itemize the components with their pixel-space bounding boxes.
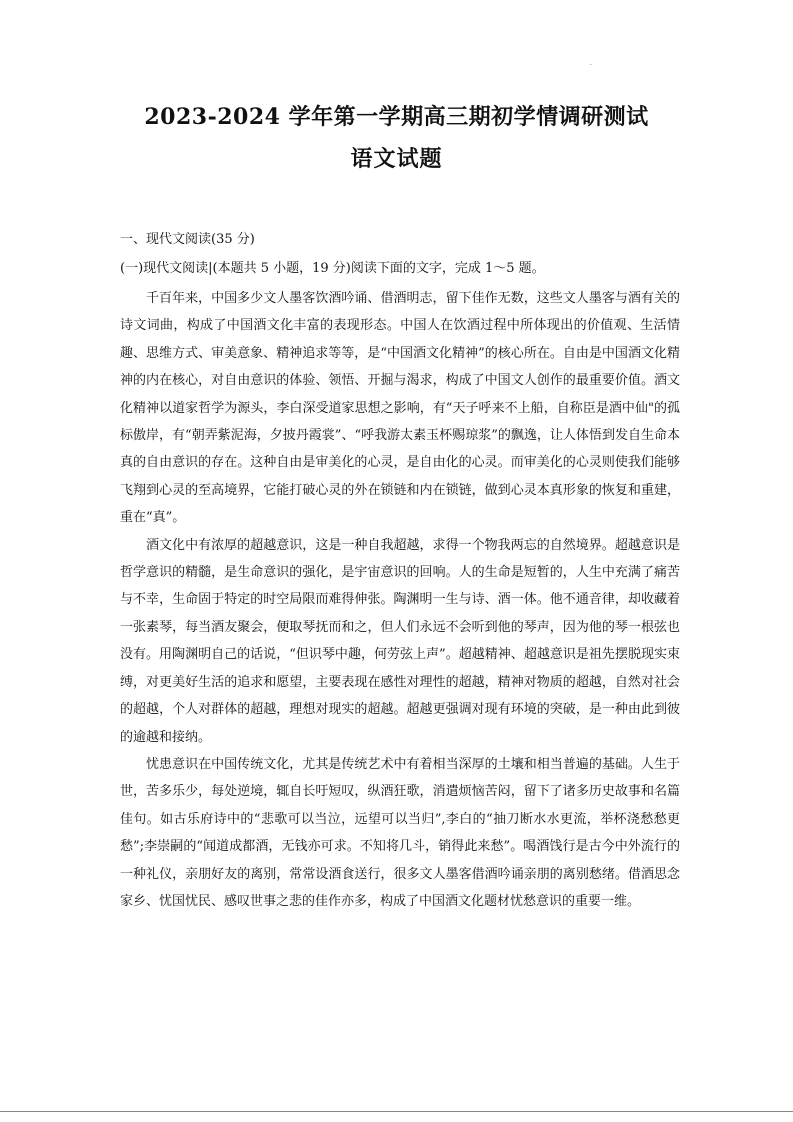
reading-passage (120, 285, 680, 915)
exam-title: 2023-2024 学年第一学期高三期初学情调研测试 (144, 104, 649, 130)
passage-paragraph-2: 酒文化中有浓厚的超越意识，这是一种自我超越，求得一个物我两忘的自然境界。超越意识是哲学意识的精髓，是生命意识的强化，是宇宙意识的回响。人的生命是短暂的，人生中充满了痛苦与不幸，生命固于特定的时空局限而难得伸张。陶渊明一生与诗、酒一体。他不通音律，却收藏着一张素琴，每当酒友聚会，便取琴抚而和之，但人们永远不会听到他的琴声，因为他的琴一根弦也没有。用陶渊明自己的话说，“但识琴中趣，何劳弦上声”。超越精神、超越意识是祖先摆脱现实束缚，对更美好生活的追求和愿望，主要表现在感性对理性的超越，精神对物质的超越，自然对社会的超越，个人对群体的超越，理想对现实的超越。超越更强调对现有环境的突破，是一种由此到彼的逾越和接纳。 (120, 537, 680, 745)
passage-paragraph-3: 忧患意识在中国传统文化，尤其是传统艺术中有着相当深厚的土壤和相当普遍的基础。人生于世，苦多乐少，每处逆境，辄自长吁短叹，纵酒狂歌，消遣烦恼苦闷，留下了诸多历史故事和名篇佳句。如古乐府诗中的“悲歌可以当泣，远望可以当归”,李白的“抽刀断水水更流，举杯浇愁愁更愁”;李崇嗣的“闻道成都酒，无钱亦可求。不知将几斗，销得此来愁”。喝酒饯行是古今中外流行的一种礼仪，亲朋好友的离别，常常设酒食送行，很多文人墨客借酒吟诵亲朋的离别愁绪。借酒思念家乡、忧国忧民、感叹世事之悲的佳作亦多，构成了中国酒文化题材忧愁意识的重要一维。 (120, 756, 680, 909)
corner-mark: . (590, 60, 592, 67)
section-heading: 一、现代文阅读(35 分) (120, 232, 255, 247)
page-bottom-divider (0, 1111, 793, 1112)
passage-paragraph-1: 千百年来，中国多少文人墨客饮酒吟诵、借酒明志，留下佳作无数，这些文人墨客与酒有关的诗文词曲，构成了中国酒文化丰富的表现形态。中国人在饮酒过程中所体现出的价值观、生活情趣、思维方式、审美意象、精神追求等等，是“中国酒文化精神”的核心所在。自由是中国酒文化精神的内在核心，对自由意识的体验、领悟、开掘与渴求，构成了中国文人创作的最重要价值。酒文化精神以道家哲学为源头，李白深受道家思想之影响，有“天子呼来不上船，自称臣是酒中仙"的孤标傲岸，有“朝弄紫泥海，夕披丹霞裳”、“呼我游太素玉杯赐琼浆”的飘逸，让人体悟到发自生命本真的自由意识的存在。这种自由是审美化的心灵，是自由化的心灵。而审美化的心灵则使我们能够飞翔到心灵的至高境界，它能打破心灵的外在锁链和内在锁链，做到心灵本真形象的恢复和重建，重在“真”。 (120, 291, 680, 526)
section-instructions: (一)现代文阅读|(本题共 5 小题，19 分)阅读下面的文字，完成 1～5 题。 (120, 261, 545, 276)
exam-subtitle: 语文试题 (350, 146, 443, 172)
